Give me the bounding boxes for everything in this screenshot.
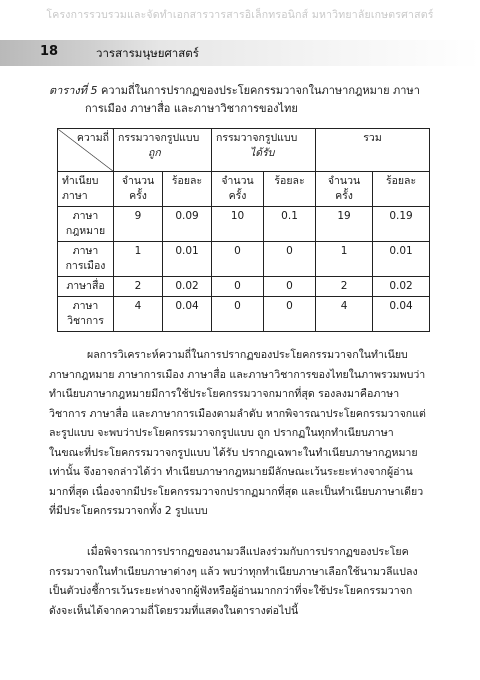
cell-value: 0 [264,277,316,297]
group-label: กรรมวาจกรูปแบบ [118,132,200,144]
paragraph-line: ทำเนียบภาษากฎหมายมีการใช้ประโยคกรรมวาจกมากที่สุด รองลงมาคือภาษา [49,388,400,400]
register-label-1: ทำเนียบ [62,175,99,187]
register-label-2: ภาษา [62,190,88,202]
paragraph-line: ภาษากฎหมาย ภาษาการเมือง ภาษาสื่อ และภาษาวิชาการของไทยในภาพรวมพบว่า [49,368,426,381]
table-row [58,297,430,332]
cell-value: 9 [114,207,163,242]
cell-value: 0 [264,297,316,332]
paragraph-2 [49,543,432,621]
row-label: ภาษา วิชาการ [58,297,114,332]
cell-value: 19 [316,207,373,242]
cell-value: 2 [316,277,373,297]
subheader-percent: ร้อยละ [373,172,430,207]
subheader-count: จำนวน ครั้ง [316,172,373,207]
paragraph-line: ผลการวิเคราะห์ความถี่ในการปรากฏของประโยคกรรมวาจกในทำเนียบ [87,349,408,361]
table-row [58,277,430,297]
cell-value: 0 [212,277,264,297]
group-label: กรรมวาจกรูปแบบ [216,132,298,144]
paragraph-line: วิชาการ ภาษาสื่อ และภาษาการเมืองตามลำดับ หากพิจารณาประโยคกรรมวาจกแต่ [49,407,426,420]
row-label: ภาษา กฎหมาย [58,207,114,242]
header-bar [0,40,480,66]
cell-value: 0.1 [264,207,316,242]
paragraph-line: ดังจะเห็นได้จากความถี่โดยรวมที่แสดงในตารางต่อไปนี้ [49,604,299,617]
subheader-percent: ร้อยละ [264,172,316,207]
table-header-row [58,129,430,172]
group-label-form: ได้รับ [250,147,275,159]
frequency-table [57,128,430,332]
cell-value: 0.09 [163,207,212,242]
subheader-count: จำนวน ครั้ง [212,172,264,207]
cell-value: 2 [114,277,163,297]
cell-value: 1 [316,242,373,277]
subheader-percent: ร้อยละ [163,172,212,207]
group-header-passive-dairap [212,129,316,172]
page-number: 18 [40,44,59,59]
journal-name: วารสารมนุษยศาสตร์ [96,46,199,60]
cell-value: 0 [212,297,264,332]
table-corner-header [58,129,114,172]
paragraph-line: เท่านั้น จึงอาจกล่าวได้ว่า ทำเนียบภาษากฎหมายมีลักษณะเว้นระยะห่างจากผู้อ่าน [49,466,413,478]
cell-value: 10 [212,207,264,242]
cell-value: 0 [264,242,316,277]
cell-value: 4 [114,297,163,332]
paragraph-line: ที่มีประโยคกรรมวาจกทั้ง 2 รูปแบบ [49,505,208,517]
cell-value: 0.02 [373,277,430,297]
subheader-count: จำนวน ครั้ง [114,172,163,207]
table-caption-line-2: การเมือง ภาษาสื่อ และภาษาวิชาการของไทย [85,102,298,115]
paragraph-line: เมื่อพิจารณาการปรากฏของนามวลีแปลงร่วมกับการปรากฏของประโยค [87,546,409,558]
watermark-text: โครงการรวบรวมและจัดทำเอกสารวารสารอิเล็กทรอนิกส์ มหาวิทยาลัยเกษตรศาสตร์ [46,9,434,21]
corner-label-frequency: ความถี่ [76,132,109,144]
paragraph-line: เป็นตัวบ่งชี้การเว้นระยะห่างจากผู้ฟังหรือผู้อ่านมากกว่าที่จะใช้ประโยคกรรมวาจก [49,585,413,597]
cell-value: 0.02 [163,277,212,297]
group-header-passive-thuk [114,129,212,172]
paragraph-line: กรรมวาจกในทำเนียบภาษาต่างๆ แล้ว พบว่าทุกทำเนียบภาษาเลือกใช้นามวลีแปลง [49,565,418,578]
cell-value: 0.04 [373,297,430,332]
row-label: ภาษาสื่อ [58,277,114,297]
table-row [58,242,430,277]
table-caption-line-1: ความถี่ในการปรากฏของประโยคกรรมวาจกในภาษากฎหมาย ภาษา [101,84,420,97]
cell-value: 0.19 [373,207,430,242]
paragraph-line: มากที่สุด เนื่องจากมีประโยคกรรมวาจกปรากฏมากที่สุด และเป็นทำเนียบภาษาเดียว [49,485,424,498]
row-header-register [58,172,114,207]
table-row [58,207,430,242]
cell-value: 4 [316,297,373,332]
group-label: รวม [363,132,382,144]
cell-value: 0.01 [373,242,430,277]
cell-value: 1 [114,242,163,277]
table-caption-label: ตารางที่ 5 [49,84,98,97]
cell-value: 0 [212,242,264,277]
row-label: ภาษา การเมือง [58,242,114,277]
cell-value: 0.04 [163,297,212,332]
paragraph-1 [49,346,432,522]
paragraph-line: ในขณะที่ประโยคกรรมวาจกรูปแบบ ได้รับ ปรากฏเฉพาะในทำเนียบภาษากฎหมาย [49,446,418,459]
paragraph-line: ละรูปแบบ จะพบว่าประโยคกรรมวาจกรูปแบบ ถูก ปรากฏในทุกทำเนียบภาษา [49,427,394,439]
group-label-form: ถูก [148,147,161,159]
table-caption [49,82,444,118]
group-header-total [316,129,430,172]
cell-value: 0.01 [163,242,212,277]
table-subheader-row [58,172,430,207]
